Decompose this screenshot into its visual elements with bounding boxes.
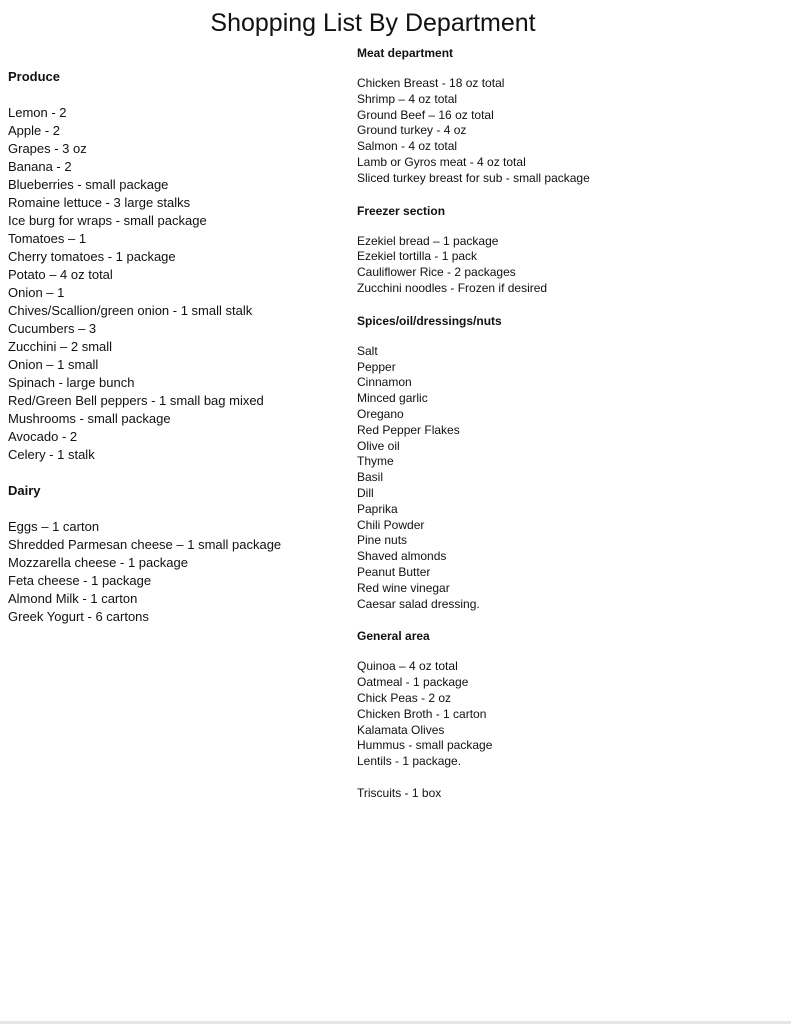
list-item: Shaved almonds [357,549,447,564]
list-item: Grapes - 3 oz [8,141,87,156]
list-item: Zucchini – 2 small [8,339,113,354]
page-title: Shopping List By Department [210,9,536,37]
list-item: Mozzarella cheese - 1 package [8,555,188,570]
list-item: Salmon - 4 oz total [357,139,458,154]
list-item: Quinoa – 4 oz total [357,659,458,674]
list-item: Red wine vinegar [357,580,450,595]
list-item: Zucchini noodles - Frozen if desired [357,280,548,295]
list-item: Banana - 2 [8,159,72,174]
list-item: Tomatoes – 1 [8,231,87,246]
list-item: Caesar salad dressing. [357,596,480,611]
list-item: Lentils - 1 package. [357,754,462,769]
right-column [357,45,777,802]
list-item: Potato – 4 oz total [8,267,113,282]
spices-list [357,344,777,613]
list-item: Ground Beef – 16 oz total [357,107,494,122]
list-item: Romaine lettuce - 3 large stalks [8,195,191,210]
list-item: Chicken Breast - 18 oz total [357,76,505,90]
list-item: Ground turkey - 4 oz [357,123,467,138]
list-item: Almond Milk - 1 carton [8,591,138,606]
list-item: Olive oil [357,438,400,453]
list-item: Cauliflower Rice - 2 packages [357,265,516,280]
list-item: Blueberries - small package [8,177,169,192]
list-item: Hummus - small package [357,738,493,753]
list-item: Feta cheese - 1 package [8,573,152,588]
list-item: Shrimp – 4 oz total [357,91,458,106]
list-item: Onion – 1 [8,285,65,300]
list-item: Triscuits - 1 box [357,785,442,800]
spices-heading: Spices/oil/dressings/nuts [357,313,502,328]
list-item: Basil [357,470,384,485]
freezer-heading: Freezer section [357,203,446,218]
list-item: Oregano [357,406,404,421]
meat-list [357,76,777,187]
list-item: Apple - 2 [8,123,61,138]
meat-heading: Meat department [357,46,454,60]
general-heading: General area [357,629,430,644]
list-item: Oatmeal - 1 package [357,675,469,690]
general-list [357,659,777,770]
list-item: Shredded Parmesan cheese – 1 small package [8,537,282,552]
freezer-section [357,203,777,297]
produce-heading: Produce [8,69,61,84]
list-item: Cucumbers – 3 [8,321,97,336]
list-item: Chick Peas - 2 oz [357,690,452,705]
list-item: Ezekiel bread – 1 package [357,233,499,248]
list-item: Chili Powder [357,517,425,532]
dairy-heading: Dairy [8,483,41,498]
list-item: Red Pepper Flakes [357,422,460,437]
list-item: Thyme [357,454,394,469]
list-item: Celery - 1 stalk [8,447,95,462]
list-item: Red/Green Bell peppers - 1 small bag mixed [8,393,264,408]
list-item: Sliced turkey breast for sub - small package [357,170,590,185]
list-item: Peanut Butter [357,564,431,579]
spices-section [357,313,777,613]
list-item: Paprika [357,501,398,516]
list-item: Minced garlic [357,391,428,406]
dairy-section [8,482,343,626]
produce-section [8,68,343,464]
dairy-list [8,518,343,626]
list-item: Pine nuts [357,533,408,548]
general-section [357,628,777,801]
list-item: Dill [357,485,374,500]
list-item: Chicken Broth - 1 carton [357,706,487,721]
list-item: Ice burg for wraps - small package [8,213,207,228]
list-item: Kalamata Olives [357,722,445,737]
list-item: Pepper [357,359,396,374]
freezer-list [357,234,777,297]
list-item: Onion – 1 small [8,357,99,372]
list-item: Lamb or Gyros meat - 4 oz total [357,154,526,169]
list-item: Chives/Scallion/green onion - 1 small stalk [8,303,253,318]
list-item: Ezekiel tortilla - 1 pack [357,249,478,264]
list-item: Salt [357,343,378,358]
list-item: Avocado - 2 [8,429,78,444]
list-item: Cinnamon [357,375,412,390]
list-item: Lemon - 2 [8,105,67,120]
list-item: Mushrooms - small package [8,411,171,426]
list-item: Greek Yogurt - 6 cartons [8,609,149,624]
meat-section [357,45,777,187]
list-item: Eggs – 1 carton [8,519,100,534]
left-column [8,68,343,626]
list-item: Spinach - large bunch [8,375,135,390]
list-item: Cherry tomatoes - 1 package [8,249,176,264]
produce-list [8,104,343,464]
